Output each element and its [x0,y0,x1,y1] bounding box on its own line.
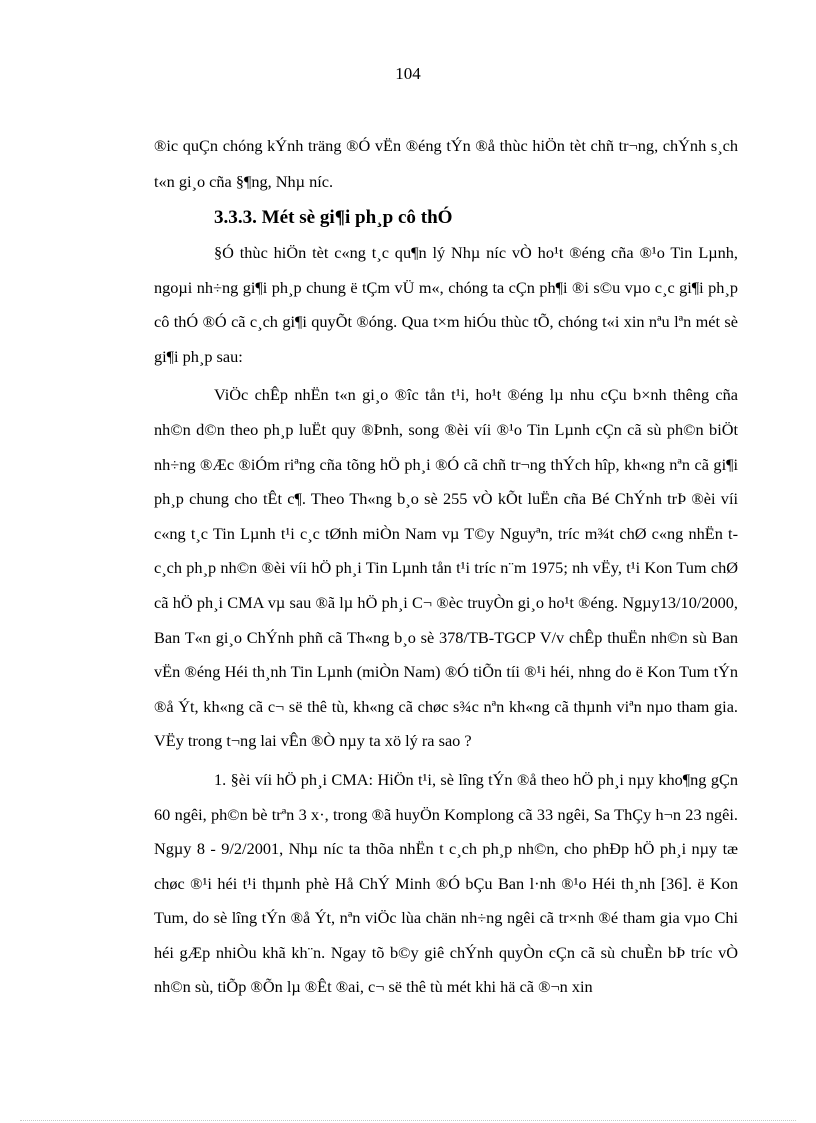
page-bottom-rule [20,1120,796,1121]
paragraph-continuation: ®ic quÇn chóng kÝnh träng ®Ó vËn ®éng tÝn ®å thùc hiÖn tèt chñ tr¬ng, chÝnh s¸ch t«n gi¸o cña §¶ng, Nhµ níc. [154,136,738,191]
section-heading: 3.3.3. Mét sè gi¶i ph¸p cô thÓ [214,207,453,228]
paragraph-cma: 1. §èi víi hÖ ph¸i CMA: HiÖn t¹i, sè lîng tÝn ®å theo hÖ ph¸i nµy kho¶ng gÇn 60 ngêi, ph©n bè trªn 3 x·, trong ®ã huyÖn Komplong cã 33 ngêi, Sa ThÇy h¬n 23 ngêi. Ngµy 8 - 9/2/2001, Nhµ níc ta thõa nhËn t c¸ch ph¸p nh©n, cho phÐp hÖ ph¸i nµy tæ chøc ®¹i héi t¹i thµnh phè Hå ChÝ Minh ®Ó bÇu Ban l·nh ®¹o Héi th¸nh [36]. ë Kon Tum, do sè lîng tÝn ®å Ýt, nªn viÖc lùa chän nh÷ng ngêi cã tr×nh ®é tham gia vµo Chi héi gÆp nhiÒu khã kh¨n. Ngay tõ b©y giê chÝnh quyÒn cÇn cã sù chuÈn bÞ tríc vÒ nh©n sù, tiÕp ®Õn lµ ®Êt ®ai, c¬ së thê tù mét khi hä cã ®¬n xin [154,769,738,997]
page-number: 104 [395,64,421,83]
paragraph-intro: §Ó thùc hiÖn tèt c«ng t¸c qu¶n lý Nhµ níc vÒ ho¹t ®éng cña ®¹o Tin Lµnh, ngoµi nh÷ng gi¶i ph¸p chung ë tÇm vÜ m«, chóng ta cÇn ph¶i ®i s©u vµo c¸c gi¶i ph¸p cô thÓ ®Ó cã c¸ch gi¶i quyÕt ®óng. Qua t×m hiÓu thùc tÕ, chóng t«i xin nªu lªn mét sè gi¶i ph¸p sau: [154,243,738,366]
document-body [154,128,738,1005]
paragraph-acceptance: ViÖc chÊp nhËn t«n gi¸o ®îc tån t¹i, ho¹t ®éng lµ nhu cÇu b×nh thêng cña nh©n d©n theo ph¸p luËt quy ®Þnh, song ®èi víi ®¹o Tin Lµnh cÇn cã sù ph©n biÖt nh÷ng ®Æc ®iÓm riªng cña tõng hÖ ph¸i ®Ó cã chñ tr¬ng thÝch hîp, kh«ng nªn cã gi¶i ph¸p chung cho tÊt c¶. Theo Th«ng b¸o sè 255 vÒ kÕt luËn cña Bé ChÝnh trÞ ®èi víi c«ng t¸c Tin Lµnh t¹i c¸c tØnh miÒn Nam vµ T©y Nguyªn, tríc m¾t chØ c«ng nhËn t c¸ch ph¸p nh©n ®èi víi hÖ ph¸i Tin Lµnh tån t¹i tríc n¨m 1975; nh vËy, t¹i Kon Tum chØ cã hÖ ph¸i CMA vµ sau ®ã lµ hÖ ph¸i C¬ ®èc truyÒn gi¸o ho¹t ®éng. Ngµy13/10/2000, Ban T«n gi¸o ChÝnh phñ cã Th«ng b¸o sè 378/TB-TGCP V/v chÊp thuËn nh©n sù Ban vËn ®éng Héi th¸nh Tin Lµnh (miÒn Nam) ®Ó tiÕn tíi ®¹i héi, nhng do ë Kon Tum tÝn ®å Ýt, kh«ng cã c¬ së thê tù, kh«ng cã chøc s¾c nªn kh«ng cã thµnh viªn nµo tham gia. VËy trong t¬ng lai vÊn ®Ò nµy ta xö lý ra sao ? [154,385,738,751]
